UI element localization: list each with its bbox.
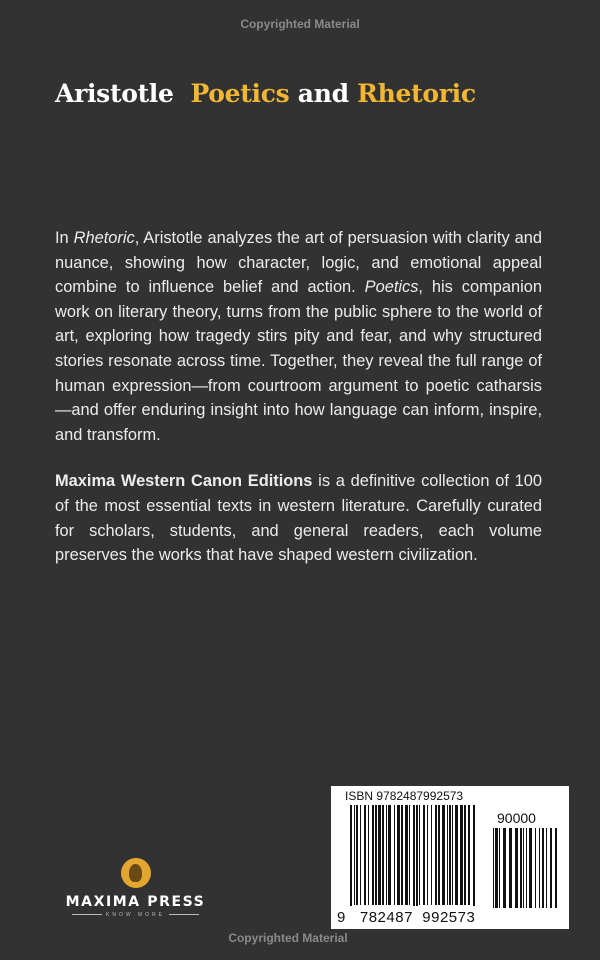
barcode-bar xyxy=(503,828,506,908)
barcode-bar xyxy=(375,805,377,905)
barcode-bar xyxy=(423,805,425,905)
digit-group: 782487 xyxy=(359,909,413,926)
barcode-bar xyxy=(356,805,358,905)
barcode-bar xyxy=(405,805,408,905)
barcode-bar xyxy=(455,805,458,905)
barcode-bar xyxy=(509,828,512,908)
text: , Aristotle analyzes the art of persuasion with clarity and nuance, showing how character, logic, and emotional appeal combine to influence belief and action. xyxy=(55,229,542,297)
barcode-bar xyxy=(416,805,418,906)
barcode-bar xyxy=(372,805,374,905)
barcode-bar xyxy=(378,805,381,905)
barcode-bar xyxy=(409,805,410,905)
barcode-bars xyxy=(331,786,569,929)
barcode-bar xyxy=(499,828,500,908)
publisher-name: MAXIMA PRESS xyxy=(65,894,206,910)
barcode-bar xyxy=(438,805,440,905)
barcode-bar xyxy=(368,805,369,905)
barcode-bar xyxy=(382,805,384,905)
barcode-bar xyxy=(520,828,522,908)
barcode-bar xyxy=(452,805,453,905)
title-author: Aristotle xyxy=(55,79,174,108)
barcode-bar xyxy=(539,828,540,908)
barcode-bar xyxy=(468,805,470,905)
text: , his companion work on literary theory, turns from the public sphere to the world of art, exploring how tragedy stirs pity and fear, and why structured stories resonate across time. Together, they reveal the full range of human expression—from courtroom argument to poetic catharsis—and offer enduring insight into how language can inform, inspire, and transform. xyxy=(55,278,542,444)
barcode-bar xyxy=(386,805,387,905)
bust-medallion-icon xyxy=(121,858,151,888)
description-paragraph xyxy=(55,226,542,447)
barcode-bar xyxy=(473,805,475,906)
publisher-tagline: KNOW MORE xyxy=(58,911,213,919)
publisher-logo xyxy=(58,858,213,919)
text: is a definitive collection of 100 of the most essential texts in western literature. Carefully curated for scholars, students, and general readers, each volume preserves the works that have shaped western civilization. xyxy=(55,472,542,565)
barcode-bar xyxy=(535,828,536,908)
back-cover-copy xyxy=(55,226,542,568)
barcode-bar xyxy=(397,805,400,905)
barcode-bar xyxy=(360,805,361,905)
barcode-bar xyxy=(394,805,395,905)
copyright-watermark-top: Copyrighted Material xyxy=(240,17,360,31)
barcode-bar xyxy=(354,805,355,905)
barcode-bar xyxy=(529,828,532,908)
title-rhetoric: Rhetoric xyxy=(357,79,476,108)
barcode-bar xyxy=(495,828,498,908)
isbn-label: ISBN 9782487992573 xyxy=(345,789,464,803)
title-poetics: Poetics xyxy=(190,79,290,108)
barcode-bar xyxy=(460,805,463,905)
barcode-bar xyxy=(435,805,437,905)
barcode-bar xyxy=(464,805,466,905)
digit: 9 xyxy=(337,909,346,926)
barcode-bar xyxy=(449,805,451,905)
barcode-bar xyxy=(546,828,547,908)
book-title xyxy=(55,78,476,110)
series-paragraph xyxy=(55,469,542,567)
title-and: and xyxy=(297,79,349,108)
italic-title: Poetics xyxy=(364,278,419,297)
barcode-bar xyxy=(419,805,420,905)
barcode-bar xyxy=(350,805,352,906)
barcode-bar xyxy=(550,828,552,908)
barcode-bar xyxy=(388,805,391,905)
barcode-bar xyxy=(442,805,445,905)
barcode-bar xyxy=(493,828,494,908)
barcode-bar xyxy=(431,805,432,905)
barcode-bar xyxy=(447,805,448,905)
barcode-bar xyxy=(401,805,403,905)
barcode-bar xyxy=(364,805,366,905)
isbn-barcode xyxy=(331,786,569,929)
barcode-bar xyxy=(427,805,428,905)
series-name: Maxima Western Canon Editions xyxy=(55,472,313,491)
text: In xyxy=(55,229,74,247)
barcode-bar xyxy=(526,828,527,908)
barcode-digits xyxy=(337,909,475,926)
barcode-bar xyxy=(555,828,557,908)
barcode-bar xyxy=(413,805,415,906)
copyright-watermark-bottom: Copyrighted Material xyxy=(228,931,348,945)
barcode-bar xyxy=(523,828,524,908)
digit-group: 992573 xyxy=(422,909,476,926)
barcode-bar xyxy=(542,828,544,908)
price-code: 90000 xyxy=(497,810,536,826)
barcode-bar xyxy=(515,828,518,908)
italic-title: Rhetoric xyxy=(73,229,135,247)
